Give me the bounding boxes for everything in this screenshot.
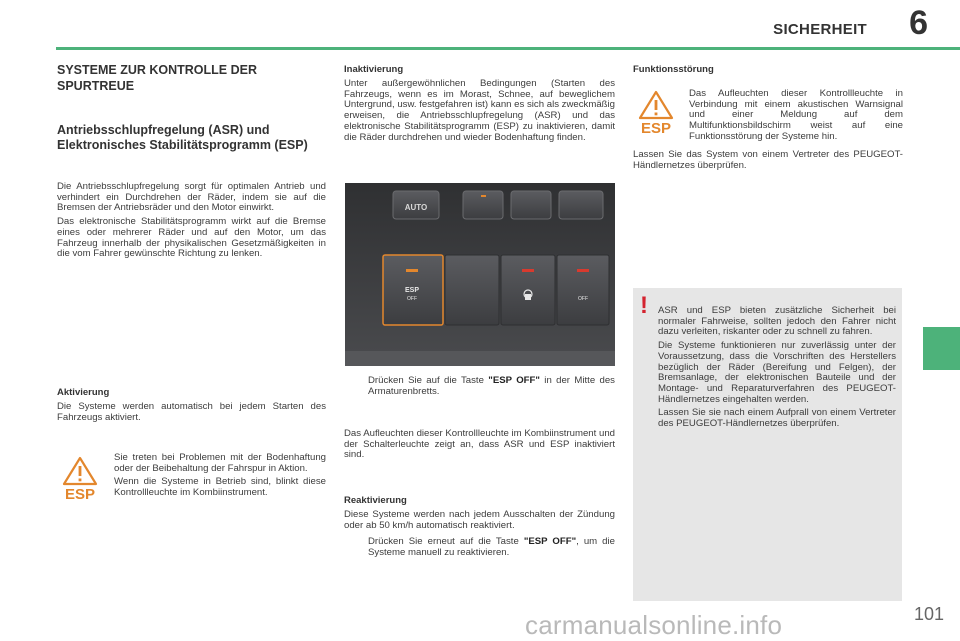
step-reactivate: [344, 537, 615, 561]
fault-text: Das Aufleuchten dieser Kontrollleuchte in Verbindung mit einem akustischen Warnsignal und einer Meldung auf dem Multifunktionsbildschirm weist auf eine Funktionsstörung der Systeme hin.: [689, 88, 903, 142]
alarm-off-button-sublabel: OFF: [578, 296, 588, 302]
exclamation-icon: !: [640, 292, 648, 319]
note-paragraph-1: ASR und ESP bieten zusätzliche Sicherheit bei normaler Fahrweise, sollten jedoch den Fahrer nicht dazu verleiten, riskanter oder zu schnell zu fahren.: [658, 305, 896, 338]
fault-heading: Funktionsstörung: [633, 64, 714, 75]
deactivation-heading: Inaktivierung: [344, 64, 404, 75]
esp-off-button-label: ESP: [404, 287, 420, 294]
note-paragraph-2: Die Systeme funktionieren nur zuverlässig unter der Voraussetzung, dass die Vorschriften des Herstellers bezüglich der Räder (Bereifung und Felgen), der Bremsanlage, der elektronischen Bauteile und der Montage- und Reparaturverfahren des PEUGEOT-Händlernetzes eingehalten werden.: [658, 340, 896, 405]
watermark: carmanualsonline.info: [525, 610, 783, 640]
step-text-post: , um die Systeme manuell zu reaktivieren.: [368, 536, 615, 558]
console-photo-svg: [345, 183, 615, 366]
esp-off-button-sublabel: OFF: [407, 296, 417, 302]
activation-heading: Aktivierung: [57, 387, 110, 398]
chapter-side-tab: [923, 327, 960, 370]
step-text-post: in der Mitte des Armaturenbretts.: [368, 375, 615, 397]
step-key: "ESP OFF": [488, 375, 540, 386]
section-title: SYSTEME ZUR KONTROLLE DER SPURTREUE: [57, 63, 258, 93]
console-photo: [345, 183, 615, 366]
svg-text:ESP: ESP: [64, 486, 96, 500]
warning-note: [114, 453, 326, 502]
esp-warning-icon: [62, 456, 98, 500]
auto-button-label: AUTO: [404, 203, 428, 212]
section-subtitle: Antriebsschlupfregelung (ASR) und Elektronisches Stabilitätsprogramm (ESP): [57, 123, 308, 152]
note-text: [658, 306, 896, 433]
fault-text-2: Lassen Sie das System von einem Vertreter des PEUGEOT-Händlernetzes überprüfen.: [633, 149, 903, 171]
warning-note-1: Sie treten bei Problemen mit der Bodenhaftung oder der Beibehaltung der Fahrspur in Aktion.: [114, 452, 326, 474]
reactivation-heading: Reaktivierung: [344, 495, 407, 506]
chapter-number: 6: [909, 4, 928, 42]
note-paragraph-3: Lassen Sie sie nach einem Aufprall von einem Vertreter des PEUGEOT-Händlernetzes überprüfen.: [658, 407, 896, 430]
intro-paragraph-1: Die Antriebsschlupfregelung sorgt für optimalen Antrieb und verhindert ein Durchdrehen der Räder, indem sie auf die Bremsen der Antriebsräder und den Motor einwirkt.: [57, 181, 326, 214]
step-press-esp-off: [344, 376, 615, 400]
reactivation-text: Diese Systeme werden nach jedem Ausschalten der Zündung oder ab 50 km/h automatisch reaktiviert.: [344, 509, 615, 531]
chapter-title: SICHERHEIT: [773, 21, 867, 38]
warning-note-2: Wenn die Systeme in Betrieb sind, blinkt diese Kontrollleuchte im Kombiinstrument.: [114, 476, 326, 499]
step-text: [368, 376, 615, 397]
indicator-text: Das Aufleuchten dieser Kontrollleuchte im Kombiinstrument und der Schalterleuchte zeigt an, dass ASR und ESP inaktiviert sind.: [344, 428, 615, 461]
step-text-pre: Drücken Sie auf die Taste: [368, 375, 489, 386]
header-rule: [56, 47, 960, 50]
step-text-pre: Drücken Sie erneut auf die Taste: [368, 536, 524, 547]
step-key: "ESP OFF": [523, 536, 577, 547]
step-text: [368, 537, 615, 558]
intro-paragraph-2: Das elektronische Stabilitätsprogramm wirkt auf die Bremse eines oder mehrerer Räder und auf den Motor, um das Fahrzeug innerhalb der physikalischen Gesetzmäßigkeiten in die vom Fahrer gewünschte Richtung zu lenken.: [57, 216, 326, 260]
intro-text: [57, 182, 326, 263]
svg-text:ESP: ESP: [640, 120, 672, 134]
activation-text: Die Systeme werden automatisch bei jedem Starten des Fahrzeugs aktiviert.: [57, 401, 326, 423]
deactivation-text: Unter außergewöhnlichen Bedingungen (Starten des Fahrzeugs, wenn es im Morast, Schnee, auf beweglichem Untergrund, usw. festgefahren ist) kann es sich als zweckmäßig erweisen, die Antriebsschlupfregelung (ASR) und das elektronische Stabilitätsprogramm (ESP) zu inaktivieren, damit die Räder durchdrehen und wieder Bodenhaftung finden.: [344, 78, 615, 143]
page-number: 101: [914, 604, 945, 624]
esp-warning-icon: [638, 90, 674, 134]
